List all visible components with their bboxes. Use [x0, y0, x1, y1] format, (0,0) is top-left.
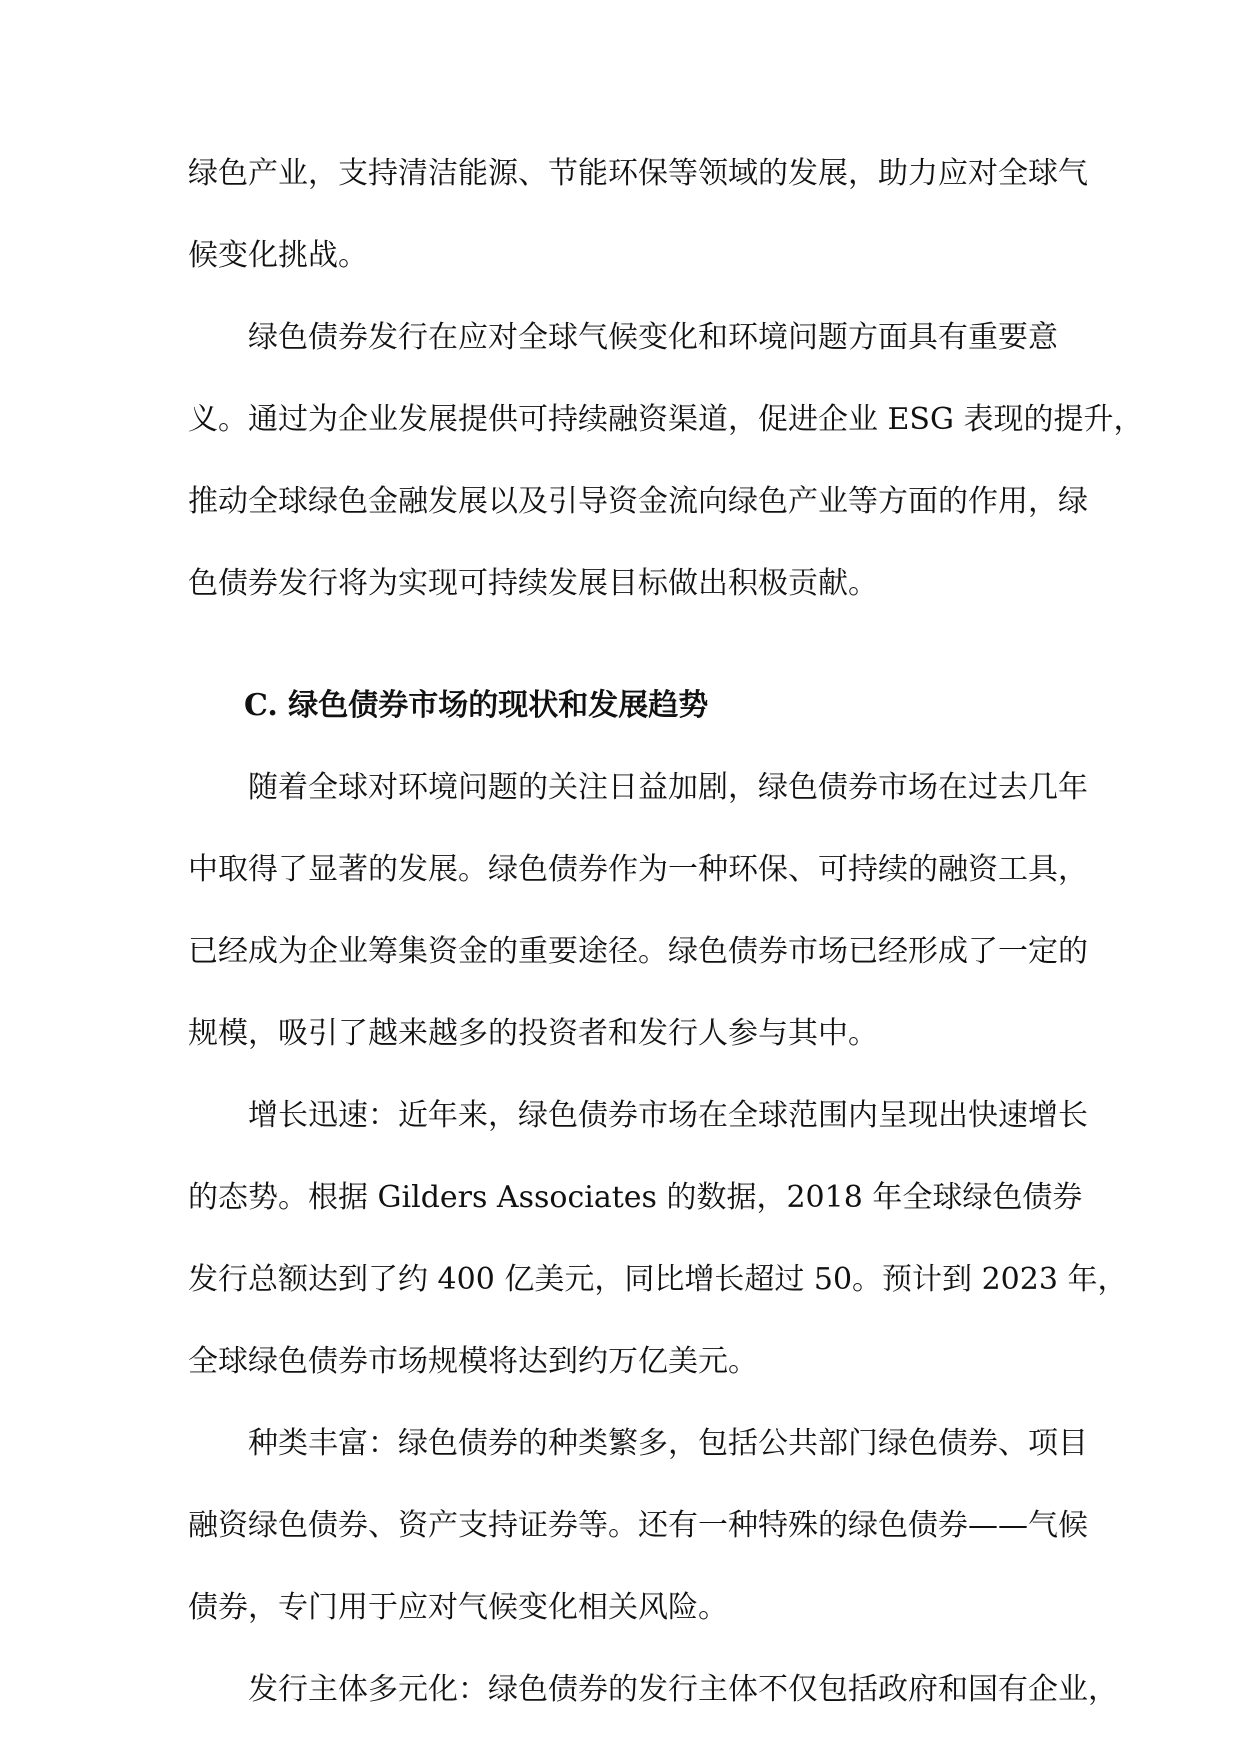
paragraph-line: 候变化挑战。: [188, 238, 368, 273]
paragraph-line: 的态势。根据 Gilders Associates 的数据，2018 年全球绿色债券: [188, 1180, 1083, 1215]
paragraph-line: 增长迅速：近年来，绿色债券市场在全球范围内呈现出快速增长: [248, 1098, 1088, 1133]
paragraph-5: [188, 1408, 1088, 1654]
paragraph-line: 中取得了显著的发展。绿色债券作为一种环保、可持续的融资工具，: [188, 852, 1088, 887]
paragraph-line: 全球绿色债券市场规模将达到约万亿美元。: [188, 1344, 758, 1379]
paragraph-line: 债券，专门用于应对气候变化相关风险。: [188, 1590, 728, 1625]
paragraph-6: [188, 1654, 1118, 1736]
paragraph-1: [188, 138, 1088, 302]
paragraph-line: 规模，吸引了越来越多的投资者和发行人参与其中。: [188, 1016, 878, 1051]
paragraph-line: 绿色债券发行在应对全球气候变化和环境问题方面具有重要意: [248, 320, 1058, 355]
paragraph-4: [188, 1080, 1128, 1408]
paragraph-line: 融资绿色债券、资产支持证券等。还有一种特殊的绿色债券——气候: [188, 1508, 1088, 1543]
paragraph-line: 发行主体多元化：绿色债券的发行主体不仅包括政府和国有企业，: [248, 1672, 1118, 1707]
paragraph-2: [188, 302, 1144, 630]
paragraph-line: 推动全球绿色金融发展以及引导资金流向绿色产业等方面的作用，绿: [188, 484, 1088, 519]
paragraph-3: [188, 752, 1088, 1080]
paragraph-line: 发行总额达到了约 400 亿美元，同比增长超过 50。预计到 2023 年，: [188, 1262, 1128, 1297]
section-heading: C. 绿色债券市场的现状和发展趋势: [244, 688, 709, 723]
paragraph-line: 已经成为企业筹集资金的重要途径。绿色债券市场已经形成了一定的: [188, 934, 1088, 969]
paragraph-line: 种类丰富：绿色债券的种类繁多，包括公共部门绿色债券、项目: [248, 1426, 1088, 1461]
document-page: [188, 138, 1144, 1736]
paragraph-line: 绿色产业，支持清洁能源、节能环保等领域的发展，助力应对全球气: [188, 156, 1088, 191]
paragraph-line: 色债券发行将为实现可持续发展目标做出积极贡献。: [188, 566, 878, 601]
paragraph-line: 随着全球对环境问题的关注日益加剧，绿色债券市场在过去几年: [248, 770, 1088, 805]
paragraph-line: 义。通过为企业发展提供可持续融资渠道，促进企业 ESG 表现的提升，: [188, 402, 1144, 437]
section-spacer: [188, 630, 1053, 670]
